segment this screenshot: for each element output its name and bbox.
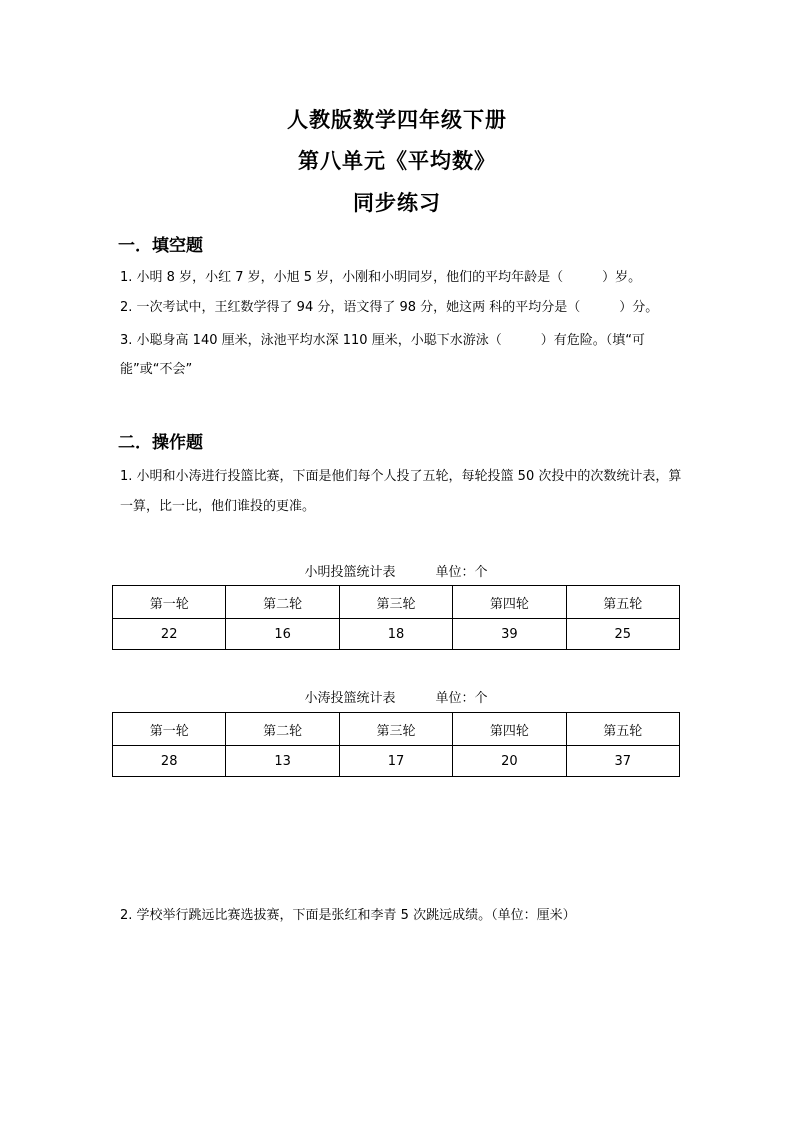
operation-question-2: 2. 学校举行跳远比赛选拔赛，下面是张红和李青 5 次跳远成绩。（单位：厘米）: [120, 908, 576, 923]
table-header-cell: 第二轮: [226, 586, 339, 619]
title-line-3: 同步练习: [353, 190, 441, 215]
table-row: [113, 746, 680, 777]
table-cell: 37: [566, 746, 679, 777]
table-cell: 25: [566, 619, 679, 650]
table1-title: 小明投篮统计表: [304, 565, 396, 580]
table2-caption: [112, 687, 680, 706]
table-cell: 20: [453, 746, 566, 777]
title-line-1: 人教版数学四年级下册: [287, 107, 507, 132]
table-header-row: [113, 586, 680, 619]
table-header-cell: 第五轮: [566, 586, 679, 619]
table1-unit: 单位：个: [435, 565, 488, 580]
table-header-cell: 第四轮: [453, 713, 566, 746]
table-header-cell: 第二轮: [226, 713, 339, 746]
table2-unit: 单位：个: [435, 691, 488, 706]
section-heading-fill-blank: 一．填空题: [118, 236, 203, 256]
table-header-cell: 第一轮: [113, 586, 226, 619]
table-header-row: [113, 713, 680, 746]
title-line-2: 第八单元《平均数》: [298, 148, 496, 173]
question-3: 3. 小聪身高 140 厘米，泳池平均水深 110 厘米，小聪下水游泳（ ）有危险。（填“可能”或“不会”: [120, 333, 645, 377]
table-cell: 22: [113, 619, 226, 650]
table-header-cell: 第五轮: [566, 713, 679, 746]
xiaotao-stats-table: [112, 712, 680, 777]
table-cell: 28: [113, 746, 226, 777]
xiaoming-stats-table: [112, 585, 680, 650]
table-header-cell: 第三轮: [339, 713, 452, 746]
table-cell: 17: [339, 746, 452, 777]
question-1: 1. 小明 8 岁，小红 7 岁，小旭 5 岁，小刚和小明同岁，他们的平均年龄是（ ）岁。: [120, 270, 642, 285]
operation-question-1: 1. 小明和小涛进行投篮比赛，下面是他们每个人投了五轮，每轮投篮 50 次投中的次数统计表，算一算，比一比，他们谁投的更准。: [120, 469, 682, 514]
table1-caption: [112, 561, 680, 580]
table-cell: 13: [226, 746, 339, 777]
table-cell: 18: [339, 619, 452, 650]
table-header-cell: 第三轮: [339, 586, 452, 619]
table-cell: 39: [453, 619, 566, 650]
table-header-cell: 第一轮: [113, 713, 226, 746]
table-cell: 16: [226, 619, 339, 650]
section-heading-operation: 二．操作题: [118, 433, 203, 453]
table-header-cell: 第四轮: [453, 586, 566, 619]
question-2: 2. 一次考试中，王红数学得了 94 分，语文得了 98 分，她这两 科的平均分是（ ）分。: [120, 300, 659, 315]
table2-title: 小涛投篮统计表: [304, 691, 396, 706]
table-row: [113, 619, 680, 650]
